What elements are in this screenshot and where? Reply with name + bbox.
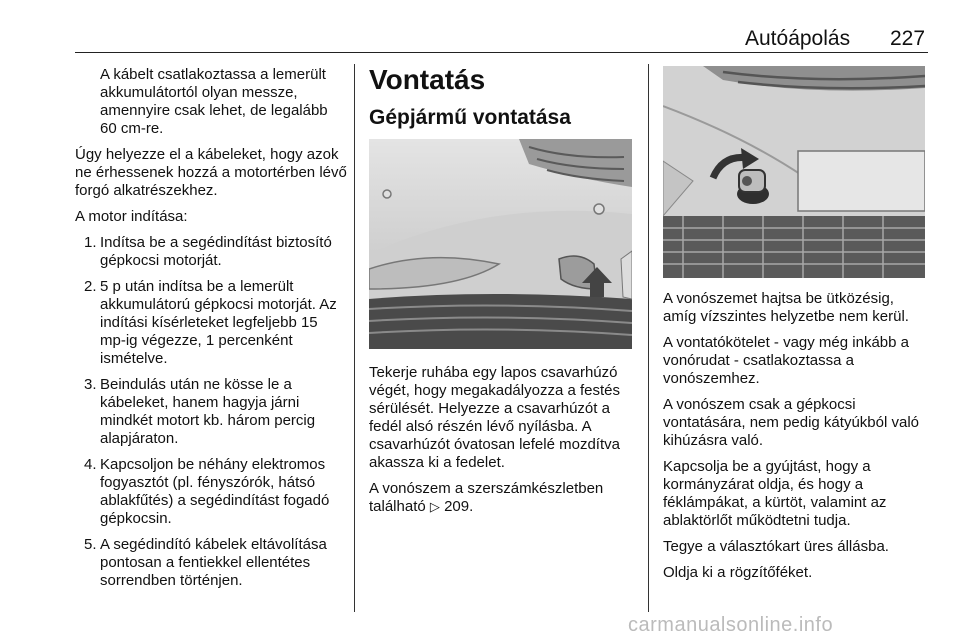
list-item [75, 278, 347, 368]
towing-eye-illustration [663, 66, 925, 278]
header-rule [75, 52, 928, 53]
right-column-text [663, 290, 928, 590]
paragraph: Kapcsolja be a gyújtást, hogy a kormányzárat oldja, és hogy a féklámpákat, a kürtöt, valamint az ablaktörlőt működtetni tudja. [663, 458, 887, 529]
paragraph: Tegye a választókart üres állásba. [663, 538, 889, 555]
step-text: Indítsa be a segédindítást biztosító gépkocsi motorját. [100, 234, 332, 269]
screwdriver-instructions: Tekerje ruhába egy lapos csavarhúzó végét, hogy megakadályozza a festés sérülését. Helyezze a csavarhúzót a fedél alsó részén lévő nyílásba. A csavarhúzót óvatosan lefelé mozdítva akassza ki a fedelet. [369, 364, 620, 471]
bumper-cover-figure [369, 139, 632, 349]
step-text: Kapcsoljon be néhány elektromos fogyasztót (pl. fényszórók, hátsó ablakfűtés) a segédindítást fogadó gépkocsin. [100, 456, 330, 527]
section-heading: Vontatás [369, 64, 486, 95]
paragraph: A vonószem csak a gépkocsi vontatására, nem pedig kátyúkból való kihúzásra való. [663, 396, 919, 449]
engine-start-steps [75, 234, 347, 590]
engine-start-intro: A motor indítása: [75, 208, 188, 225]
watermark: carmanualsonline.info [628, 614, 834, 636]
paragraph: A vonószemet hajtsa be ütközésig, amíg vízszintes helyzetbe nem kerül. [663, 290, 909, 325]
step-text: 5 p után indítsa be a lemerült akkumulátorú gépkocsi motorját. Az indítási kísérleteket legfeljebb 15 mp-ig végezze, 1 percenként ismételve. [100, 278, 337, 367]
left-column [75, 66, 347, 598]
step-text: A segédindító kábelek eltávolítása pontosan a fentiekkel ellentétes sorrendben történjen. [100, 536, 327, 589]
page-reference-arrow-icon: ▷ [429, 500, 440, 515]
list-item [75, 376, 347, 448]
paragraph: A vontatókötelet - vagy még inkább a vonórudat - csatlakoztassa a vonószemhez. [663, 334, 909, 387]
bumper-cover-illustration [369, 139, 632, 349]
section-title: Autóápolás [745, 27, 851, 50]
column-divider-1 [354, 64, 355, 612]
step-text: Beindulás után ne kösse le a kábeleket, hanem hagyja járni mindkét motort kb. három percig alapjáraton. [100, 376, 316, 447]
towing-eye-location [369, 480, 635, 517]
page-reference-link[interactable]: 209. [444, 498, 474, 515]
step-number: 4. [84, 456, 97, 473]
towing-eye-figure [663, 66, 925, 278]
paragraph: Oldja ki a rögzítőféket. [663, 564, 813, 581]
step-number: 5. [84, 536, 97, 553]
middle-column-text [369, 364, 635, 525]
subsection-heading: Gépjármű vontatása [369, 106, 571, 129]
column-divider-2 [648, 64, 649, 612]
page-number: 227 [890, 27, 926, 50]
list-item [75, 456, 347, 528]
step-number: 1. [84, 234, 97, 251]
continued-step-text: A kábelt csatlakoztassa a lemerült akkumulátortól olyan messze, amennyire csak lehet, de legalább 60 cm-re. [100, 66, 328, 137]
towing-eye-location-text: A vonószem a szerszámkészletben található [369, 480, 604, 515]
step-number: 3. [84, 376, 97, 393]
cable-placement-paragraph: Úgy helyezze el a kábeleket, hogy azok ne érhessenek hozzá a motortérben lévő forgó alkatrészekhez. [75, 146, 347, 199]
list-item [75, 234, 347, 270]
step-number: 2. [84, 278, 97, 295]
list-item [75, 536, 347, 590]
